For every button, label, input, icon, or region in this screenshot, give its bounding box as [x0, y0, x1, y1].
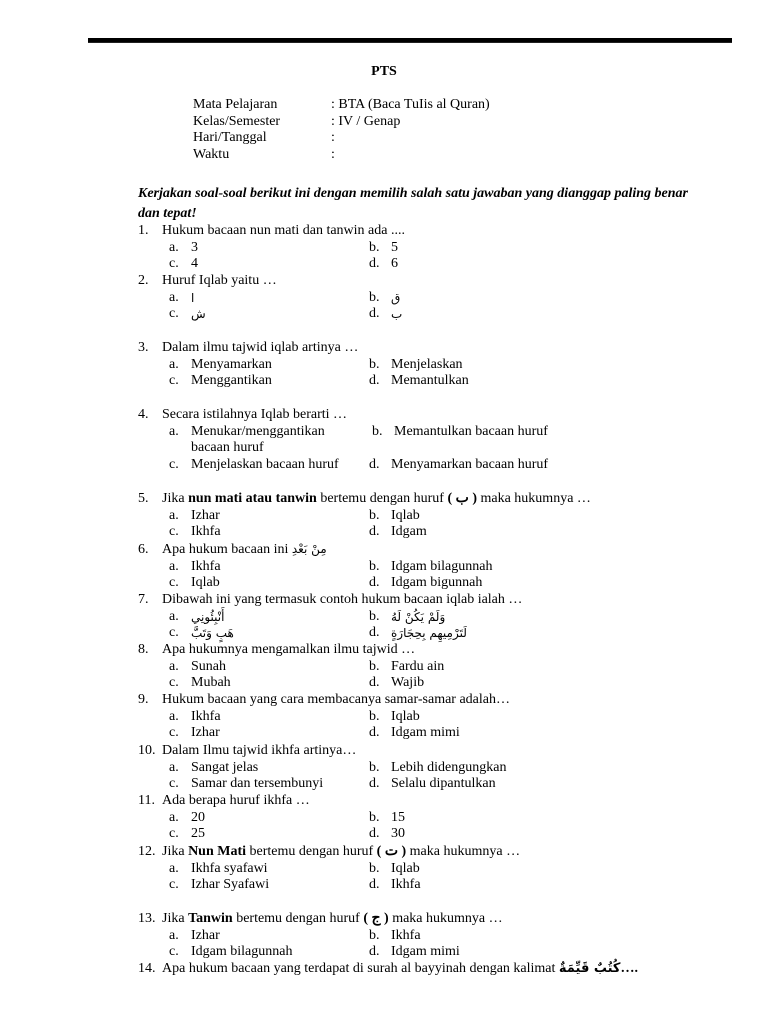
option-a[interactable]: a. Menyamarkan	[169, 356, 272, 372]
question-8	[138, 642, 738, 692]
question-1	[138, 223, 738, 273]
option-c[interactable]: c. 4	[169, 256, 198, 272]
option-b[interactable]: b. وَلَمْ يَكُنْ لَهُ	[369, 608, 446, 624]
option-c[interactable]: c. هَبٍ وَتَبَّ	[169, 625, 234, 641]
option-d[interactable]: d. Idgam	[369, 524, 427, 540]
option-c[interactable]: c. Izhar Syafawi	[169, 877, 270, 893]
question-4	[138, 407, 738, 474]
option-d[interactable]: d. لَتَرْمِيهِم بِحِجَارَةٍ	[369, 625, 467, 641]
question-12: 12. Jika Nun Mati bertemu dengan huruf ( ت ) maka hukumnya … a. Ikhfa syafawi b. Iqlab c. Izhar Syafawi d. Ikhfa	[138, 844, 738, 894]
option-a[interactable]: a. Ikhfa	[169, 558, 221, 574]
exam-meta	[193, 97, 490, 163]
option-a[interactable]: a. Izhar	[169, 927, 220, 943]
question-13: 13. Jika Tanwin bertemu dengan huruf ( ج ) maka hukumnya … a. Izhar b. Ikhfa c. Idgam bilagunnah d. Idgam mimi	[138, 911, 738, 961]
question-14: 14. Apa hukum bacaan yang terdapat di surah al bayyinah dengan kalimat كُتُبٌ قَيِّمَةٌ….	[138, 961, 638, 976]
question-letter: ( ج )	[363, 911, 389, 926]
question-number: 10.	[138, 743, 156, 758]
question-number: 4.	[138, 407, 149, 422]
question-number: 12.	[138, 844, 156, 859]
option-b[interactable]: b. Iqlab	[369, 507, 420, 523]
question-text: Huruf Iqlab yaitu …	[162, 273, 277, 288]
option-b[interactable]: b. Iqlab	[369, 860, 420, 876]
option-d[interactable]: d. Idgam mimi	[369, 725, 460, 741]
question-emphasis: nun mati atau tanwin	[188, 491, 317, 506]
question-number: 13.	[138, 911, 156, 926]
arabic-phrase: كُتُبٌ قَيِّمَةٌ	[558, 961, 621, 976]
meta-value: : IV / Genap	[331, 113, 401, 129]
question-9	[138, 692, 738, 742]
option-b[interactable]: b. Idgam bilagunnah	[369, 558, 493, 574]
option-b[interactable]: b. 15	[369, 809, 405, 825]
option-c[interactable]: c. 25	[169, 826, 205, 842]
question-2	[138, 273, 738, 323]
question-number: 3.	[138, 340, 149, 355]
option-c[interactable]: c. Menjelaskan bacaan huruf	[169, 457, 339, 473]
option-d[interactable]: d. Wajib	[369, 675, 425, 691]
question-text: Dibawah ini yang termasuk contoh hukum bacaan iqlab ialah …	[162, 592, 523, 607]
question-3	[138, 340, 738, 390]
instructions: Kerjakan soal-soal berikut ini dengan memilih salah satu jawaban yang dianggap paling benar dan tepat!	[138, 186, 688, 221]
meta-value: :	[331, 130, 335, 145]
option-c[interactable]: c. Iqlab	[169, 575, 220, 591]
top-rule	[88, 38, 732, 42]
option-c[interactable]: c. Ikhfa	[169, 524, 221, 540]
question-text: Secara istilahnya Iqlab berarti …	[162, 407, 348, 422]
option-a[interactable]: a. Ikhfa syafawi	[169, 860, 268, 876]
option-c[interactable]: c. Idgam bilagunnah	[169, 944, 293, 960]
meta-row-subject	[193, 97, 490, 114]
question-7	[138, 592, 738, 642]
meta-label: Kelas/Semester	[193, 113, 281, 129]
option-b[interactable]: b. Lebih didengungkan	[369, 759, 507, 775]
question-text: Hukum bacaan nun mati dan tanwin ada ....	[162, 223, 405, 238]
option-b[interactable]: b. 5	[369, 239, 398, 255]
arabic-phrase: مِنْ بَعْدِ	[291, 542, 327, 556]
page-title: PTS	[371, 64, 397, 79]
question-text: Apa hukum bacaan yang terdapat di surah al bayyinah dengan kalimat	[162, 961, 556, 976]
meta-label: Waktu	[193, 146, 230, 162]
option-b[interactable]: b. Fardu ain	[369, 658, 445, 674]
question-number: 6.	[138, 542, 149, 557]
option-b[interactable]: b. Iqlab	[369, 708, 420, 724]
question-text: Hukum bacaan yang cara membacanya samar-samar adalah…	[162, 692, 510, 707]
option-b[interactable]: b. Memantulkan bacaan huruf	[372, 423, 548, 439]
option-d[interactable]: d. Memantulkan	[369, 373, 469, 389]
meta-row-date	[193, 130, 490, 147]
question-11	[138, 793, 738, 843]
option-c[interactable]: c. Samar dan tersembunyi	[169, 776, 324, 792]
question-number: 14.	[138, 961, 156, 976]
option-d[interactable]: d. Idgam bigunnah	[369, 575, 483, 591]
question-number: 1.	[138, 223, 149, 238]
question-letter: ( ب )	[447, 491, 477, 506]
question-number: 8.	[138, 642, 149, 657]
question-5: 5. Jika nun mati atau tanwin bertemu dengan huruf ( ب ) maka hukumnya … a. Izhar b. Iqlab c. Ikhfa d. Idgam	[138, 491, 738, 541]
question-text: Apa hukum bacaan ini	[162, 542, 289, 557]
option-a[interactable]: a. ا	[169, 289, 195, 305]
option-a-continued: bacaan huruf	[191, 440, 264, 456]
option-a[interactable]: a. Ikhfa	[169, 708, 221, 724]
question-text: Dalam Ilmu tajwid ikhfa artinya…	[162, 743, 357, 758]
meta-row-class	[193, 114, 490, 131]
option-a[interactable]: a. Sangat jelas	[169, 759, 259, 775]
question-6	[138, 541, 738, 592]
question-number: 2.	[138, 273, 149, 288]
question-10	[138, 743, 738, 793]
option-c[interactable]: c. Izhar	[169, 725, 220, 741]
option-a[interactable]: a. أَنْبِئُونِي	[169, 608, 225, 624]
question-text: Ada berapa huruf ikhfa …	[162, 793, 310, 808]
question-number: 9.	[138, 692, 149, 707]
option-c[interactable]: c. Menggantikan	[169, 373, 272, 389]
option-a[interactable]: a. Sunah	[169, 658, 226, 674]
option-d[interactable]: d. Selalu dipantulkan	[369, 776, 496, 792]
question-emphasis: Nun Mati	[188, 844, 247, 859]
option-b[interactable]: b. ق	[369, 289, 401, 305]
option-b[interactable]: b. Ikhfa	[369, 927, 421, 943]
meta-label: Hari/Tanggal	[193, 130, 267, 145]
option-a[interactable]: a. 3	[169, 239, 198, 255]
question-emphasis: Tanwin	[188, 911, 233, 926]
option-b[interactable]: b. Menjelaskan	[369, 356, 463, 372]
meta-value: :	[331, 146, 335, 162]
meta-label: Mata Pelajaran	[193, 97, 278, 112]
option-a[interactable]: a. 20	[169, 809, 205, 825]
option-a[interactable]: a. Izhar	[169, 507, 220, 523]
question-number: 5.	[138, 491, 149, 506]
option-d[interactable]: d. 30	[369, 826, 405, 842]
option-c[interactable]: c. Mubah	[169, 675, 231, 691]
question-text: Dalam ilmu tajwid iqlab artinya …	[162, 340, 359, 355]
option-d[interactable]: d. Menyamarkan bacaan huruf	[369, 457, 549, 473]
option-d[interactable]: d. Ikhfa	[369, 877, 421, 893]
option-d[interactable]: d. 6	[369, 256, 398, 272]
option-a[interactable]: a. Menukar/menggantikan	[169, 423, 325, 439]
question-number: 7.	[138, 592, 149, 607]
option-d[interactable]: d. Idgam mimi	[369, 944, 460, 960]
question-letter: ( ت )	[376, 844, 407, 859]
option-d[interactable]: d. ب	[369, 306, 403, 322]
meta-value: : BTA (Baca TuIis al Quran)	[331, 97, 490, 112]
option-c[interactable]: c. ش	[169, 306, 206, 322]
question-number: 11.	[138, 793, 155, 808]
meta-row-time	[193, 147, 490, 164]
question-text: Apa hukumnya mengamalkan ilmu tajwid …	[162, 642, 416, 657]
